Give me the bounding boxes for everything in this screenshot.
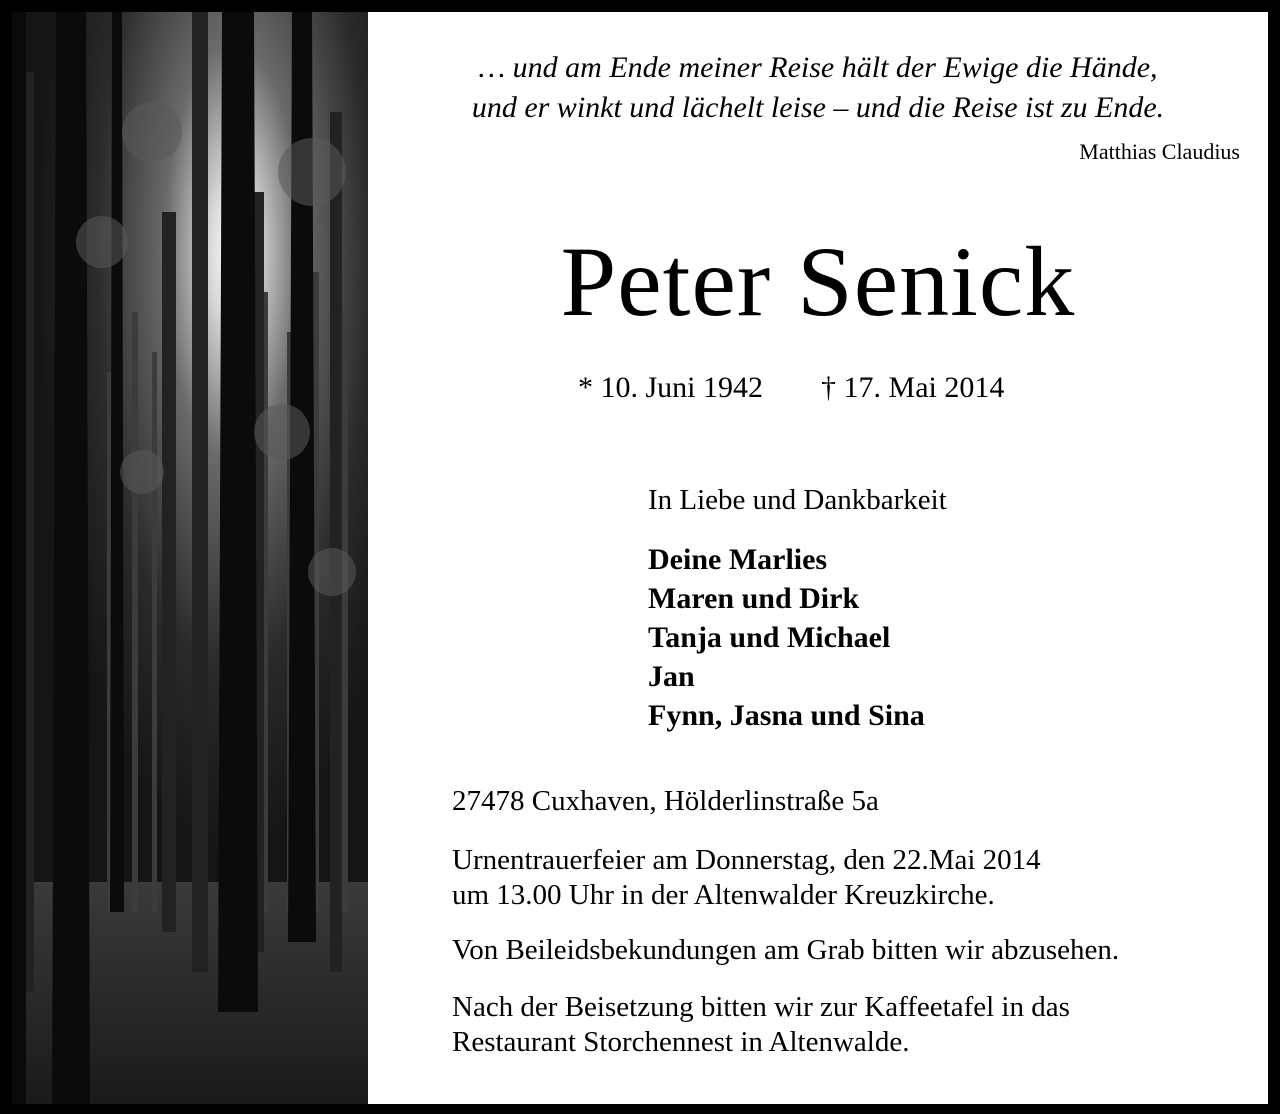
reception-info: [452, 990, 1252, 1060]
forest-photo: [12, 12, 368, 1104]
ceremony-info: [452, 843, 1252, 913]
funeral-info: [452, 784, 1252, 1060]
condolence-note: Von Beileidsbekundungen am Grab bitten wir abzusehen.: [452, 934, 1120, 966]
quote: [368, 48, 1268, 128]
deceased-name: Peter Senick: [560, 226, 1076, 337]
family-member: Fynn, Jasna und Sina: [648, 699, 925, 732]
obituary-text-panel: [368, 12, 1268, 1104]
reception-line-1: Nach der Beisetzung bitten wir zur Kaffeetafel in das: [452, 991, 1070, 1023]
address: 27478 Cuxhaven, Hölderlinstraße 5a: [452, 785, 879, 817]
birth-date: * 10. Juni 1942: [578, 371, 764, 404]
death-date: † 17. Mai 2014: [821, 371, 1005, 404]
closing-phrase: In Liebe und Dankbarkeit: [648, 484, 947, 516]
ceremony-line-1: Urnentrauerfeier am Donnerstag, den 22.Mai 2014: [452, 844, 1041, 876]
family-member: Tanja und Michael: [648, 621, 891, 654]
family-member: Jan: [648, 660, 695, 693]
family-list: [648, 540, 925, 735]
quote-line-1: … und am Ende meiner Reise hält der Ewige die Hände,: [478, 51, 1158, 84]
reception-line-2: Restaurant Storchennest in Altenwalde.: [452, 1026, 910, 1058]
quote-line-2: und er winkt und lächelt leise – und die Reise ist zu Ende.: [471, 91, 1165, 124]
quote-author: Matthias Claudius: [1079, 139, 1240, 164]
life-dates: [578, 370, 1004, 406]
ceremony-line-2: um 13.00 Uhr in der Altenwalder Kreuzkirche.: [452, 879, 995, 911]
family-member: Deine Marlies: [648, 543, 828, 576]
family-member: Maren und Dirk: [648, 582, 860, 615]
